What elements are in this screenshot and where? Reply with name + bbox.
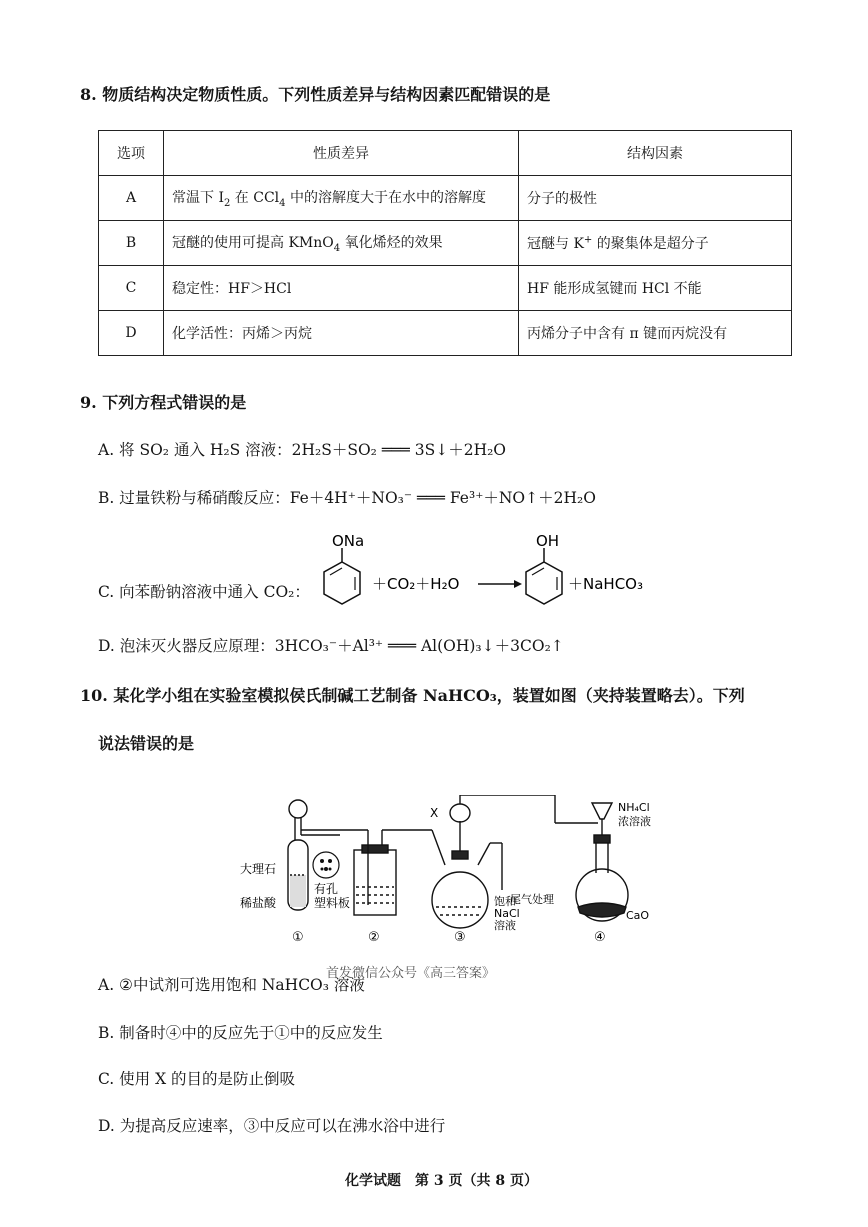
table-header: 性质差异 bbox=[164, 131, 519, 176]
label-nacl: NaCl bbox=[494, 907, 520, 920]
option-9b: B. 过量铁粉与稀硝酸反应：Fe＋4H⁺＋NO₃⁻ ═══ Fe³⁺＋NO↑＋2H₂O bbox=[98, 489, 596, 507]
label-dilute-hcl: 稀盐酸 bbox=[240, 896, 277, 910]
table-header-row bbox=[99, 131, 792, 176]
question-9-stem: 9. 下列方程式错误的是 bbox=[80, 393, 247, 412]
property-cell bbox=[164, 221, 519, 266]
cell-text: 冠醚与 K bbox=[527, 236, 584, 252]
label-nh4cl: NH₄Cl bbox=[618, 801, 650, 814]
table-row bbox=[99, 221, 792, 266]
cell-subscript: 4 bbox=[333, 242, 341, 254]
cell-text: 常温下 I bbox=[172, 190, 224, 207]
sodium-phenoxide-structure bbox=[324, 548, 360, 604]
option-10c: C. 使用 X 的目的是防止倒吸 bbox=[98, 1070, 296, 1088]
label-tail-gas: 尾气处理 bbox=[510, 893, 554, 906]
option-label: D bbox=[99, 311, 164, 356]
cell-subscript: 2 bbox=[223, 197, 231, 209]
label-marble: 大理石 bbox=[240, 862, 277, 876]
phenol-structure bbox=[526, 548, 562, 604]
cell-superscript: + bbox=[583, 234, 593, 246]
property-cell: 化学活性：丙烯＞丙烷 bbox=[164, 311, 519, 356]
arrow-head bbox=[514, 580, 522, 588]
apparatus-2-wash-bottle bbox=[340, 830, 432, 915]
option-label: B bbox=[99, 221, 164, 266]
label-perforated-2: 塑料板 bbox=[314, 896, 351, 910]
option-9c-prefix: C. 向苯酚钠溶液中通入 CO₂： bbox=[98, 583, 310, 601]
label-saturated: 饱和 bbox=[494, 895, 516, 908]
page-footer: 化学试题 第 3 页（共 8 页） bbox=[345, 1173, 538, 1189]
onahint-label: ONa bbox=[332, 532, 365, 550]
label-solution: 溶液 bbox=[494, 919, 516, 932]
option-10d: D. 为提高反应速率，③中反应可以在沸水浴中进行 bbox=[98, 1117, 446, 1135]
table-header: 结构因素 bbox=[519, 131, 792, 176]
cell-text: 氧化烯烃的效果 bbox=[340, 235, 443, 252]
equation-end: ＋NaHCO₃ bbox=[568, 575, 643, 593]
oh-label: OH bbox=[536, 532, 560, 550]
label-num-1: ① bbox=[292, 930, 304, 945]
property-cell: 稳定性：HF＞HCl bbox=[164, 266, 519, 311]
label-num-3: ③ bbox=[454, 930, 466, 945]
option-10a: A. ②中试剂可选用饱和 NaHCO₃ 溶液 bbox=[98, 976, 365, 994]
factor-cell bbox=[519, 221, 792, 266]
phenol-equation-diagram bbox=[322, 532, 682, 612]
label-cao: CaO bbox=[626, 909, 650, 922]
table-row bbox=[99, 176, 792, 221]
cell-text: 的聚集体是超分子 bbox=[592, 236, 709, 252]
equation-middle: ＋CO₂＋H₂O bbox=[372, 575, 460, 593]
label-num-4: ④ bbox=[594, 930, 606, 945]
table-row bbox=[99, 311, 792, 356]
perforated-plate-icon bbox=[313, 852, 339, 878]
option-9a: A. 将 SO₂ 通入 H₂S 溶液：2H₂S＋SO₂ ═══ 3S↓＋2H₂O bbox=[98, 441, 507, 459]
factor-cell: 分子的极性 bbox=[519, 176, 792, 221]
property-structure-table bbox=[98, 130, 792, 356]
question-8-stem: 8. 物质结构决定物质性质。下列性质差异与结构因素匹配错误的是 bbox=[80, 85, 551, 104]
factor-cell: 丙烯分子中含有 π 键而丙烷没有 bbox=[519, 311, 792, 356]
label-num-2: ② bbox=[368, 930, 380, 945]
cell-text: 在 CCl bbox=[230, 190, 280, 207]
question-10-stem-line1: 10. 某化学小组在实验室模拟侯氏制碱工艺制备 NaHCO₃，装置如图（夹持装置略去）。下列 bbox=[80, 686, 745, 705]
option-10b: B. 制备时④中的反应先于①中的反应发生 bbox=[98, 1024, 383, 1042]
apparatus-diagram bbox=[240, 795, 680, 955]
label-perforated-1: 有孔 bbox=[314, 882, 339, 896]
factor-cell: HF 能形成氢键而 HCl 不能 bbox=[519, 266, 792, 311]
watermark-text: 首发微信公众号《高三答案》 bbox=[326, 966, 496, 981]
option-label: A bbox=[99, 176, 164, 221]
table-header: 选项 bbox=[99, 131, 164, 176]
cell-text: 中的溶解度大于在水中的溶解度 bbox=[285, 190, 486, 207]
table-row bbox=[99, 266, 792, 311]
label-x: X bbox=[430, 806, 439, 820]
cell-text: 冠醚的使用可提高 KMnO bbox=[172, 235, 334, 252]
label-conc-solution: 浓溶液 bbox=[618, 815, 651, 828]
question-10-stem-line2: 说法错误的是 bbox=[98, 734, 195, 753]
option-label: C bbox=[99, 266, 164, 311]
option-9d: D. 泡沫灭火器反应原理：3HCO₃⁻＋Al³⁺ ═══ Al(OH)₃↓＋3CO₂↑ bbox=[98, 637, 564, 655]
cell-subscript: 4 bbox=[279, 197, 286, 209]
property-cell bbox=[164, 176, 519, 221]
